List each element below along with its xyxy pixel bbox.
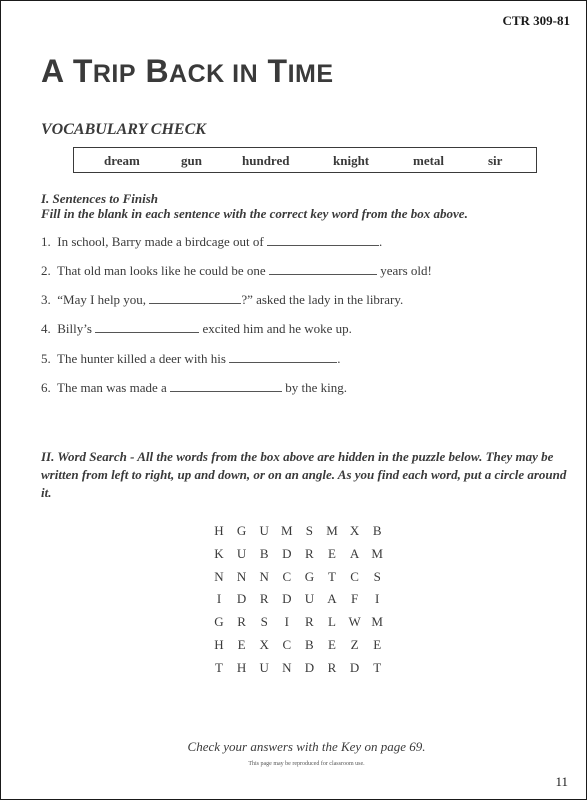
puzzle-letter[interactable]: M (281, 523, 293, 538)
puzzle-letter[interactable]: D (349, 659, 360, 675)
puzzle-letter[interactable]: S (373, 568, 381, 584)
puzzle-letter[interactable]: M (371, 545, 383, 561)
answer-blank[interactable] (149, 293, 241, 304)
reproduction-note: This page may be reproduced for classroom use. (248, 761, 365, 767)
puzzle-letter[interactable]: R (327, 659, 337, 675)
puzzle-letter[interactable]: R (237, 614, 246, 630)
sentence-text: excited him and he woke up. (202, 321, 352, 336)
puzzle-letter[interactable]: G (236, 523, 247, 538)
page-number: 11 (555, 774, 568, 789)
puzzle-letter[interactable]: S (305, 523, 313, 538)
puzzle-letter[interactable]: R (305, 614, 314, 630)
puzzle-letter[interactable]: I (216, 591, 222, 607)
puzzle-letter[interactable]: U (236, 545, 247, 561)
sentence-text: Billy’s (57, 321, 92, 336)
sentence-number: 3. (41, 292, 51, 307)
answer-blank[interactable] (170, 381, 282, 392)
puzzle-letter[interactable]: G (304, 568, 315, 584)
sentence-number: 6. (41, 380, 51, 395)
puzzle-letter[interactable]: N (259, 568, 269, 584)
sentence-text: The man was made a (57, 380, 167, 395)
puzzle-letter[interactable]: E (373, 637, 382, 652)
puzzle-letter[interactable]: H (214, 523, 224, 538)
sentence-text: ?” asked the lady in the library. (241, 292, 404, 307)
sentence-text: by the king. (285, 380, 347, 395)
puzzle-letter[interactable]: H (214, 637, 224, 652)
puzzle-letter[interactable]: C (350, 568, 359, 584)
puzzle-letter[interactable]: D (236, 591, 247, 607)
answer-blank[interactable] (229, 352, 337, 363)
sentence-6 (41, 380, 347, 396)
product-code: CTR 309-81 (502, 13, 570, 28)
title-segment: ACK IN (169, 60, 259, 88)
puzzle-letter[interactable]: K (214, 545, 224, 561)
puzzle-letter[interactable]: N (282, 659, 292, 675)
puzzle-letter[interactable]: M (371, 614, 383, 630)
sentence-number: 5. (41, 351, 51, 366)
puzzle-letter[interactable]: F (350, 591, 359, 607)
sentence-4 (41, 321, 352, 337)
puzzle-letter[interactable]: I (284, 614, 289, 630)
puzzle-letter[interactable]: X (259, 637, 269, 652)
puzzle-letter[interactable]: R (305, 545, 314, 561)
puzzle-letter[interactable]: I (375, 591, 380, 607)
vocab-word: sir (488, 153, 503, 168)
puzzle-letter[interactable]: M (326, 523, 338, 538)
vocabulary-heading: VOCABULARY CHECK (41, 121, 206, 138)
vocab-word: dream (104, 153, 140, 168)
sentence-1 (41, 234, 382, 250)
sentence-text: “May I help you, (57, 292, 147, 307)
puzzle-letter[interactable]: B (259, 545, 269, 561)
title-segment: B (136, 53, 170, 89)
title-segment: T (258, 53, 288, 89)
vocabulary-word-box (73, 147, 537, 173)
sentence-5 (41, 351, 340, 367)
vocab-word: knight (333, 153, 370, 168)
answer-key-note: Check your answers with the Key on page 69. (187, 739, 426, 754)
sentence-2 (41, 263, 432, 279)
title-segment: A (41, 53, 64, 89)
puzzle-letter[interactable]: D (282, 591, 292, 607)
puzzle-letter[interactable]: U (304, 591, 315, 607)
puzzle-letter[interactable]: X (349, 523, 360, 538)
puzzle-letter[interactable]: T (373, 659, 382, 675)
puzzle-letter[interactable]: E (328, 637, 336, 652)
sentence-text: The hunter killed a deer with his (57, 351, 226, 366)
puzzle-letter[interactable]: L (328, 614, 336, 630)
sentence-number: 2. (41, 263, 51, 278)
sentence-text: years old! (380, 263, 432, 278)
puzzle-letter[interactable]: T (328, 568, 336, 584)
answer-blank[interactable] (267, 235, 379, 246)
section1-instructions: Fill in the blank in each sentence with the correct key word from the box above. (41, 206, 468, 221)
puzzle-letter[interactable]: T (215, 659, 223, 675)
puzzle-letter[interactable]: U (259, 523, 269, 538)
vocab-word: metal (413, 153, 445, 168)
puzzle-letter[interactable]: B (305, 637, 314, 652)
puzzle-letter[interactable]: R (259, 591, 269, 607)
puzzle-letter[interactable]: E (328, 545, 336, 561)
puzzle-letter[interactable]: N (214, 568, 224, 584)
puzzle-letter[interactable]: B (372, 523, 382, 538)
answer-blank[interactable] (269, 264, 377, 275)
puzzle-letter[interactable]: A (327, 591, 337, 607)
puzzle-letter[interactable]: N (236, 568, 247, 584)
vocab-word: hundred (242, 153, 290, 168)
answer-blank[interactable] (95, 322, 199, 333)
puzzle-letter[interactable]: D (282, 545, 292, 561)
sentence-number: 1. (41, 234, 51, 249)
sentence-text: . (337, 351, 341, 366)
puzzle-letter[interactable]: D (304, 659, 315, 675)
puzzle-letter[interactable]: G (214, 614, 224, 630)
puzzle-letter[interactable]: W (348, 614, 361, 630)
sentence-number: 4. (41, 321, 51, 336)
section1-heading: I. Sentences to Finish (41, 191, 159, 206)
puzzle-letter[interactable]: C (282, 568, 292, 584)
puzzle-letter[interactable]: E (237, 637, 246, 652)
puzzle-letter[interactable]: A (349, 545, 360, 561)
sentence-3 (41, 292, 403, 308)
sentence-text: In school, Barry made a birdcage out of (57, 234, 264, 249)
vocab-word: gun (181, 153, 202, 168)
title-segment: IME (287, 60, 334, 88)
puzzle-letter[interactable]: H (236, 659, 247, 675)
puzzle-letter[interactable]: Z (350, 637, 359, 652)
puzzle-letter[interactable]: U (259, 659, 269, 675)
puzzle-letter[interactable]: S (260, 614, 268, 630)
page-title (41, 53, 334, 90)
sentence-text: . (378, 234, 383, 249)
title-segment: T (63, 53, 93, 89)
puzzle-letter[interactable]: C (282, 637, 292, 652)
section2-instructions: II. Word Search - All the words from the box above are hidden in the puzzle below. They may be written from left to right, up and down, or on an angle. As you find each word, put a circle around it. (41, 449, 567, 500)
title-segment: RIP (92, 60, 137, 88)
sentence-text: That old man looks like he could be one (57, 263, 266, 278)
